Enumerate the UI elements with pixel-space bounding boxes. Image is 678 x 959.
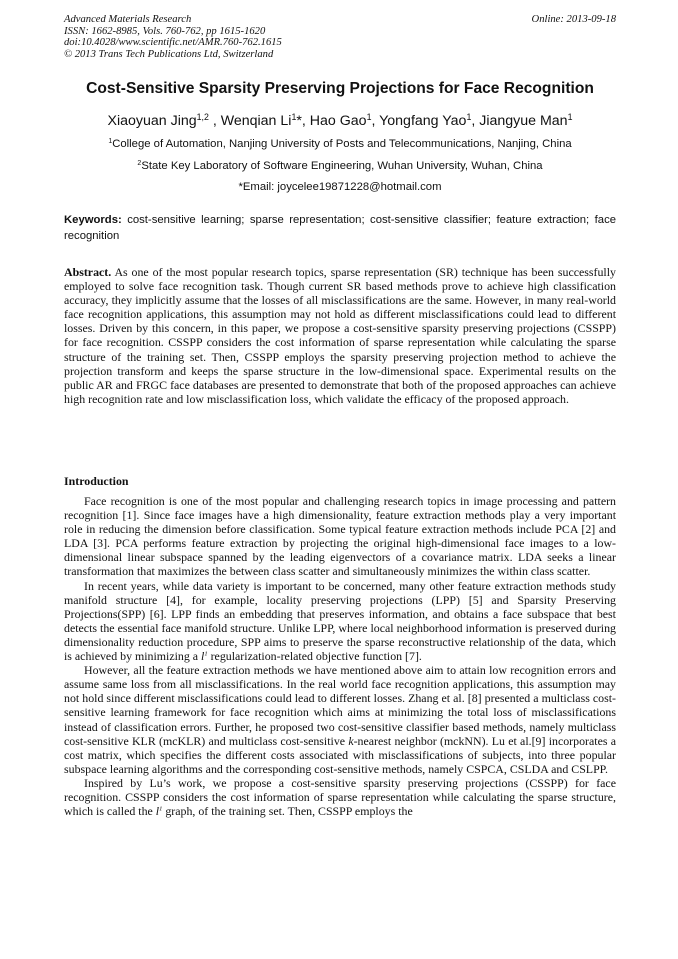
keywords-block: [64, 213, 616, 244]
affiliation-text: College of Automation, Nanjing University of Posts and Telecommunications, Nanjing, China: [112, 138, 572, 150]
affiliation-1: [40, 138, 640, 150]
paragraph-text: In recent years, while data variety is important to be concerned, many other feature extraction methods study manifold structure [4], for example, locality preserving projections (LPP) [5] and Sparsity Preserving Projections(SPP) [6]. LPP finds an embedding that preserves information, and obtains a face subspace that best detects the essential face manifold structure. Unlike LPP, where local neighborhood information is preserved during dimensionality reduction procedure, SPP aims to preserve the sparse reconstructive relationship of the data, which is achieved by minimizing a: [64, 578, 616, 664]
online-date: Online: 2013-09-18: [531, 14, 616, 25]
k-symbol: k: [348, 733, 354, 748]
publication-header: [64, 14, 616, 60]
affiliation-sup: 2: [137, 160, 142, 168]
author-name: Wenqian Li: [220, 113, 292, 129]
author-name: Jiangyue Man: [479, 113, 568, 129]
author-sup: 1: [567, 112, 573, 123]
abstract-block: [64, 265, 616, 406]
author-sup: 1,2: [196, 112, 209, 123]
paragraph: [64, 776, 616, 818]
author-name: Yongfang Yao: [379, 113, 467, 129]
paragraph-text: However, all the feature extraction methods we have mentioned above aim to attain low recognition errors and assume same loss from all misclassifications. In the real world face recognition applications, this assumption may not hold since different misclassifications could lead to different losses. Zhang et al. [8] presented a multiclass cost-sensitive learning framework for face recognition which aims at minimizing the total loss of misclassifications instead of classification errors. Further, he proposed two cost-sensitive classifier based methods, namely multiclass cost-sensitive KLR (mcKLR) and multiclass cost-sensitive: [64, 663, 616, 748]
section-heading-introduction: Introduction: [64, 474, 129, 488]
paragraph: [64, 663, 616, 776]
affiliation-text: State Key Laboratory of Software Engineering, Wuhan University, Wuhan, China: [141, 160, 543, 172]
author-name: Hao Gao: [309, 113, 367, 129]
l1-symbol: l: [201, 649, 205, 664]
paper-title: Cost-Sensitive Sparsity Preserving Projections for Face Recognition: [86, 80, 594, 97]
paragraph-text: Face recognition is one of the most popular and challenging research topics in image processing and pattern recognition [1]. Since face images have a high dimensionality, feature extraction methods play a very important role in reducing the dimension before classification. Some typical feature extraction methods include PCA [2] and LDA [3]. PCA performs feature extraction by projecting the original high-dimensional face images to a low-dimensional linear subspace spanned by the leading eigenvectors of a covariance matrix. LDA seeks a linear transformation that maximizes the between class scatter and simultaneously minimizes the within class scatter.: [64, 494, 616, 579]
author-sup: 1: [466, 112, 472, 123]
paragraph-text: -nearest neighbor (mckNN). Lu et al.[9] incorporates a cost matrix, which specifies the different costs associated with misclassifications of subjects, into three popular subspace learning algorithms and the corresponding cost-sensitive methods, namely CSPCA, CSLDA and CSLPP.: [64, 733, 616, 776]
doi-line: doi:10.4028/www.scientific.net/AMR.760-762.1615: [64, 37, 282, 48]
affiliation-sup: 1: [108, 138, 113, 146]
keywords-label: Keywords:: [64, 214, 122, 226]
author-sup: 1: [366, 112, 372, 123]
paragraph-text: regularization-related objective function [7].: [207, 649, 422, 664]
paragraph: [64, 494, 616, 579]
l1-symbol: l: [155, 804, 160, 819]
l1-superscript: 1: [204, 650, 208, 658]
author-list: Xiaoyuan Jing$^{1,2}$ , Wenqian Li$^1$*, Hao Gao$^1$, Yongfang Yao$^1$, Jiangyue Man$^1$: [107, 112, 573, 129]
abstract-label: Abstract.: [64, 265, 112, 279]
abstract-text: As one of the most popular research topics, sparse representation (SR) technique has been successfully employed to solve face recognition task. Though current SR based methods prove to achieve high classification accuracy, they implicitly assume that the losses of all misclassifications are the same. However, in many real-world face recognition applications, this assumption may not hold as different misclassifications could lead to different losses. Driven by this concern, in this paper, we propose a cost-sensitive sparsity preserving projections (CSSPP) for face recognition. CSSPP considers the cost information of sparse representation while calculating the sparse structure of the training set. Then, CSSPP employs the sparsity preserving projection method to achieve the projection transform and keeps the sparse structure in the low-dimensional space. Experimental results on the public AR and FRGC face databases are presented to demonstrate that both of the proposed approaches can achieve high recognition rate and low misclassification loss, which validate the efficacy of the proposed approach.: [64, 265, 616, 406]
keywords-text: cost-sensitive learning; sparse representation; cost-sensitive classifier; feature extraction; face recognition: [64, 214, 616, 242]
paragraph-text: Inspired by Lu’s work, we propose a cost-sensitive sparsity preserving projections (CSSPP) for face recognition. CSSPP considers the cost information of sparse representation while calculating the sparse structure, which is called the: [64, 775, 616, 819]
copyright-line: © 2013 Trans Tech Publications Ltd, Switzerland: [64, 48, 274, 60]
l1-superscript: 1: [159, 805, 163, 813]
journal-name: Advanced Materials Research: [64, 14, 192, 25]
contact-email: *Email: joycelee19871228@hotmail.com: [238, 181, 442, 193]
introduction-body: [64, 494, 616, 818]
issn-line: ISSN: 1662-8985, Vols. 760-762, pp 1615-1620: [64, 25, 266, 37]
author-name: Xiaoyuan Jing: [107, 113, 197, 129]
paragraph: [64, 579, 616, 664]
author-sup: 1: [291, 112, 297, 123]
affiliation-2: [40, 160, 640, 172]
corresponding-mark: *: [296, 113, 302, 129]
paragraph-text: graph, of the training set. Then, CSSPP employs the: [162, 804, 413, 819]
